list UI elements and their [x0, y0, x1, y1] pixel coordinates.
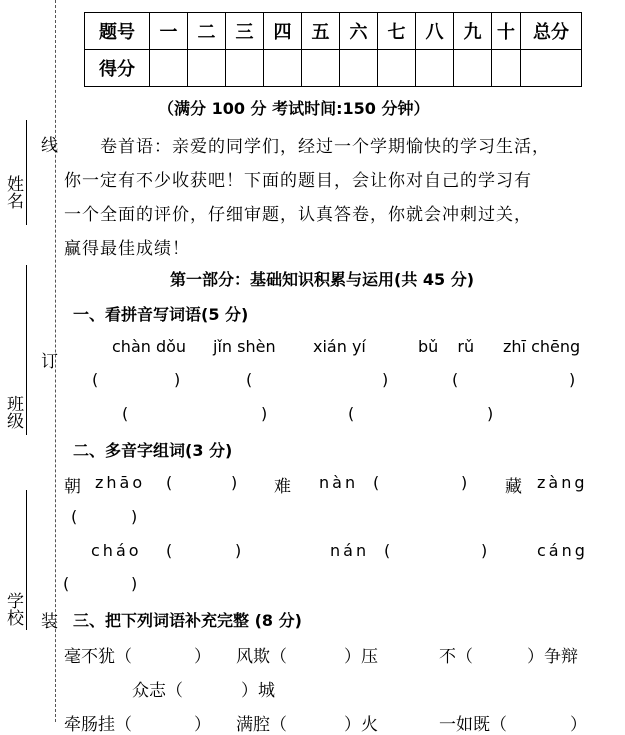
q3-item: 风欺（: [236, 647, 287, 667]
q1-pinyin-1: chàn dǒu: [112, 337, 187, 356]
school-label: 学校: [3, 592, 23, 626]
q2-reading-1a: zhāo: [95, 473, 146, 492]
score-cell: 四: [264, 13, 302, 50]
exam-info: （满分 100 分 考试时间:150 分钟）: [158, 99, 430, 118]
score-table-header-row: [85, 13, 582, 50]
q1-answer-open: (: [92, 370, 99, 389]
score-blank: [340, 50, 378, 87]
q2-paren-close: ): [131, 507, 138, 526]
q1-answer-open: (: [122, 404, 129, 423]
q1-title: 一、看拼音写词语(5 分): [73, 305, 249, 324]
score-blank: [492, 50, 521, 87]
intro-line-2: 你一定有不少收获吧！下面的题目，会让你对自己的学习有: [64, 171, 532, 191]
q1-pinyin-3: xián yí: [313, 337, 366, 356]
q2-paren-open: (: [63, 574, 70, 593]
q1-answer-close: ): [569, 370, 576, 389]
q1-answer-close: ): [487, 404, 494, 423]
score-row-label: 得分: [85, 50, 150, 87]
q3-item: ）: [194, 647, 211, 667]
q2-paren-open: (: [166, 473, 173, 492]
intro-line-4: 赢得最佳成绩！: [64, 239, 190, 259]
score-cell: 题号: [85, 13, 150, 50]
q2-title: 二、多音字组词(3 分): [73, 441, 233, 460]
q3-item: 满腔（: [236, 715, 287, 735]
q3-item: ）压: [344, 647, 378, 667]
score-table-score-row: [85, 50, 582, 87]
part1-title: 第一部分：基础知识积累与运用(共 45 分): [170, 270, 475, 289]
q2-reading-1b: cháo: [91, 541, 142, 560]
q1-answer-close: ): [261, 404, 268, 423]
intro-line-3: 一个全面的评价，仔细审题，认真答卷，你就会冲刺过关，: [64, 205, 532, 225]
score-cell: 总分: [521, 13, 582, 50]
q2-reading-3b: cáng: [537, 541, 588, 560]
name-label: 姓名: [3, 175, 23, 209]
q3-item: 一如既（: [439, 715, 507, 735]
score-cell: 五: [302, 13, 340, 50]
score-blank: [188, 50, 226, 87]
q3-item: ）争辩: [527, 647, 578, 667]
q1-answer-open: (: [452, 370, 459, 389]
q2-paren-close: ): [131, 574, 138, 593]
score-cell: 七: [378, 13, 416, 50]
q3-item: ）: [194, 715, 211, 735]
q2-paren-open: (: [166, 541, 173, 560]
q1-answer-open: (: [348, 404, 355, 423]
q2-paren-close: ): [235, 541, 242, 560]
q2-paren-open: (: [384, 541, 391, 560]
q2-paren-close: ): [231, 473, 238, 492]
class-label: 班级: [3, 395, 23, 429]
q3-item: 众志（: [132, 681, 183, 701]
score-cell: 六: [340, 13, 378, 50]
q3-item: 毫不犹（: [64, 647, 132, 667]
score-blank: [454, 50, 492, 87]
q2-reading-2b: nán: [330, 541, 370, 560]
q3-item: ）: [570, 715, 587, 735]
q2-paren-close: ): [461, 473, 468, 492]
score-cell: 三: [226, 13, 264, 50]
score-cell: 九: [454, 13, 492, 50]
cut-mark-xian: 线: [37, 136, 57, 153]
score-blank: [226, 50, 264, 87]
score-cell: 一: [150, 13, 188, 50]
score-blank: [521, 50, 582, 87]
q2-char-2: 难: [274, 477, 291, 497]
score-table: [84, 12, 582, 87]
q3-item: ）火: [344, 715, 378, 735]
q1-answer-close: ): [382, 370, 389, 389]
q2-paren-close: ): [481, 541, 488, 560]
intro-line-1: 卷首语：亲爱的同学们，经过一个学期愉快的学习生活，: [100, 137, 550, 157]
score-cell: 十: [492, 13, 521, 50]
q2-reading-2a: nàn: [319, 473, 359, 492]
q3-item: ）城: [241, 681, 275, 701]
q2-char-1: 朝: [64, 477, 81, 497]
q1-answer-close: ): [174, 370, 181, 389]
q2-paren-open: (: [71, 507, 78, 526]
q3-item: 不（: [439, 647, 473, 667]
score-cell: 二: [188, 13, 226, 50]
cut-mark-ding: 订: [37, 352, 57, 369]
q3-item: 牵肠挂（: [64, 715, 132, 735]
school-underline: [26, 490, 28, 630]
score-blank: [264, 50, 302, 87]
q1-pinyin-5: zhī chēng: [503, 337, 581, 356]
score-blank: [150, 50, 188, 87]
q2-paren-open: (: [373, 473, 380, 492]
cut-mark-zhuang: 装: [37, 612, 57, 629]
score-blank: [416, 50, 454, 87]
q1-answer-open: (: [246, 370, 253, 389]
q1-pinyin-4: bǔ rǔ: [418, 337, 475, 356]
class-underline: [26, 265, 28, 435]
q3-title: 三、把下列词语补充完整 (8 分): [73, 611, 302, 630]
q2-reading-3a: zàng: [537, 473, 588, 492]
score-blank: [302, 50, 340, 87]
q1-pinyin-2: jǐn shèn: [213, 337, 276, 356]
name-underline: [26, 120, 28, 225]
score-blank: [378, 50, 416, 87]
q2-char-3: 藏: [505, 477, 522, 497]
score-cell: 八: [416, 13, 454, 50]
